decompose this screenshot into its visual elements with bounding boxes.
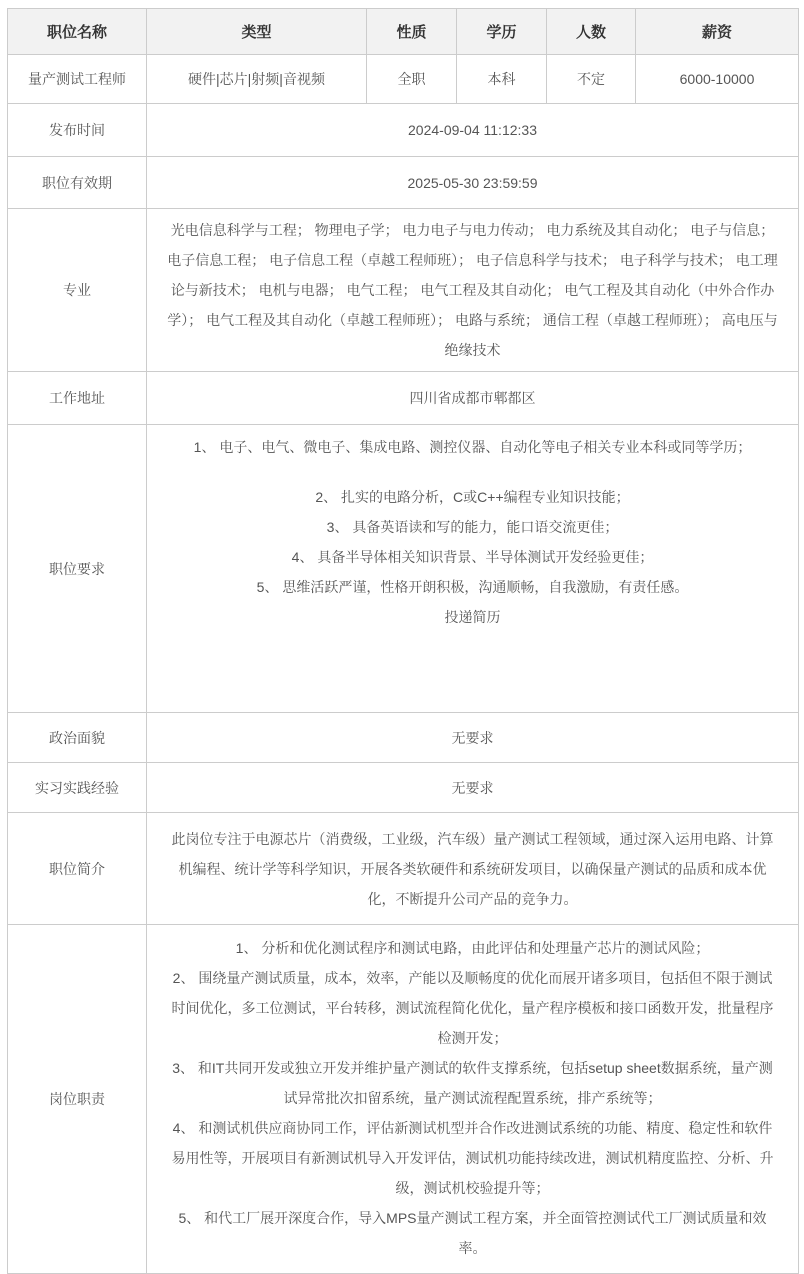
- valid-until-value: 2025-05-30 23:59:59: [147, 157, 799, 209]
- job-duties-value: [147, 925, 799, 1274]
- column-header-position-name: 职位名称: [8, 9, 147, 55]
- job-posting-table: [7, 8, 799, 1274]
- majors-row: [8, 209, 799, 372]
- text-line: 1、 电子、电气、微电子、集成电路、测控仪器、自动化等电子相关专业本科或同等学历；: [193, 439, 752, 455]
- job-headcount-value: 不定: [547, 55, 636, 104]
- column-header-salary: 薪资: [636, 9, 799, 55]
- political-status-row: [8, 713, 799, 763]
- text-line: [167, 462, 778, 482]
- internship-experience-label: 实习实践经验: [8, 763, 147, 813]
- internship-experience-value: 无要求: [147, 763, 799, 813]
- column-header-headcount: 人数: [547, 9, 636, 55]
- text-line: 3、 具备英语读和写的能力，能口语交流更佳；: [326, 519, 619, 535]
- work-address-label: 工作地址: [8, 372, 147, 425]
- political-status-label: 政治面貌: [8, 713, 147, 763]
- job-requirements-row: [8, 425, 799, 713]
- majors-value: 光电信息科学与工程； 物理电子学； 电力电子与电力传动； 电力系统及其自动化； 电子与信息； 电子信息工程； 电子信息工程（卓越工程师班）； 电子信息科学与技术； 电子科学与技术； 电工理论与新技术； 电机与电器； 电气工程； 电气工程及其自动化； 电气工程及其自动化（中外合作办学）； 电气工程及其自动化（卓越工程师班）； 电路与系统； 通信工程（卓越工程师班）； 高电压与绝缘技术: [147, 209, 799, 372]
- submit-resume-link[interactable]: 投递简历: [444, 609, 501, 625]
- text-line: 1、 分析和优化测试程序和测试电路，由此评估和处理量产芯片的测试风险；: [235, 940, 710, 956]
- text-line: 2、 扎实的电路分析，C或C++编程专业知识技能；: [315, 489, 630, 505]
- internship-experience-row: [8, 763, 799, 813]
- valid-until-row: [8, 157, 799, 209]
- job-intro-label: 职位简介: [8, 813, 147, 925]
- text-line: 5、 和代工厂展开深度合作，导入MPS量产测试工程方案，并全面管控测试代工厂测试质量和效率。: [178, 1210, 767, 1256]
- job-duties-row: [8, 925, 799, 1274]
- work-address-value: 四川省成都市郫都区: [147, 372, 799, 425]
- text-line: 2、 围绕量产测试质量，成本，效率，产能以及顺畅度的优化而展开诸多项目，包括但不限于测试时间优化，多工位测试，平台转移，测试流程简化优化，量产程序模板和接口函数开发，批量程序检测开发；: [171, 970, 774, 1046]
- job-requirements-lines: [167, 432, 778, 602]
- text-line: 4、 和测试机供应商协同工作，评估新测试机型并合作改进测试系统的功能、精度、稳定性和软件易用性等，开展项目有新测试机导入开发评估，测试机功能持续改进，测试机精度监控、分析、升级，测试机校验提升等；: [171, 1120, 774, 1196]
- work-address-row: [8, 372, 799, 425]
- text-line: 3、 和IT共同开发或独立开发并维护量产测试的软件支撑系统，包括setup sheet数据系统，量产测试异常批次扣留系统，量产测试流程配置系统，排产系统等；: [172, 1060, 773, 1106]
- job-summary-row: [8, 55, 799, 104]
- job-name-value: 量产测试工程师: [8, 55, 147, 104]
- publish-time-label: 发布时间: [8, 104, 147, 157]
- publish-time-value: 2024-09-04 11:12:33: [147, 104, 799, 157]
- table-header-row: [8, 9, 799, 55]
- column-header-education: 学历: [457, 9, 547, 55]
- job-duties-label: 岗位职责: [8, 925, 147, 1274]
- job-requirements-value: [147, 425, 799, 713]
- job-intro-row: [8, 813, 799, 925]
- valid-until-label: 职位有效期: [8, 157, 147, 209]
- majors-label: 专业: [8, 209, 147, 372]
- job-nature-value: 全职: [367, 55, 457, 104]
- text-line: 4、 具备半导体相关知识背景、半导体测试开发经验更佳；: [291, 549, 654, 565]
- political-status-value: 无要求: [147, 713, 799, 763]
- column-header-type: 类型: [147, 9, 367, 55]
- job-education-value: 本科: [457, 55, 547, 104]
- job-type-value: 硬件|芯片|射频|音视频: [147, 55, 367, 104]
- job-salary-value: 6000-10000: [636, 55, 799, 104]
- text-line: 5、 思维活跃严谨，性格开朗积极，沟通顺畅，自我激励，有责任感。: [256, 579, 689, 595]
- publish-time-row: [8, 104, 799, 157]
- job-requirements-label: 职位要求: [8, 425, 147, 713]
- job-duties-lines: [167, 933, 778, 1263]
- column-header-nature: 性质: [367, 9, 457, 55]
- job-intro-value: 此岗位专注于电源芯片（消费级，工业级，汽车级）量产测试工程领域，通过深入运用电路、计算机编程、统计学等科学知识，开展各类软硬件和系统研发项目，以确保量产测试的品质和成本优化，不断提升公司产品的竞争力。: [147, 813, 799, 925]
